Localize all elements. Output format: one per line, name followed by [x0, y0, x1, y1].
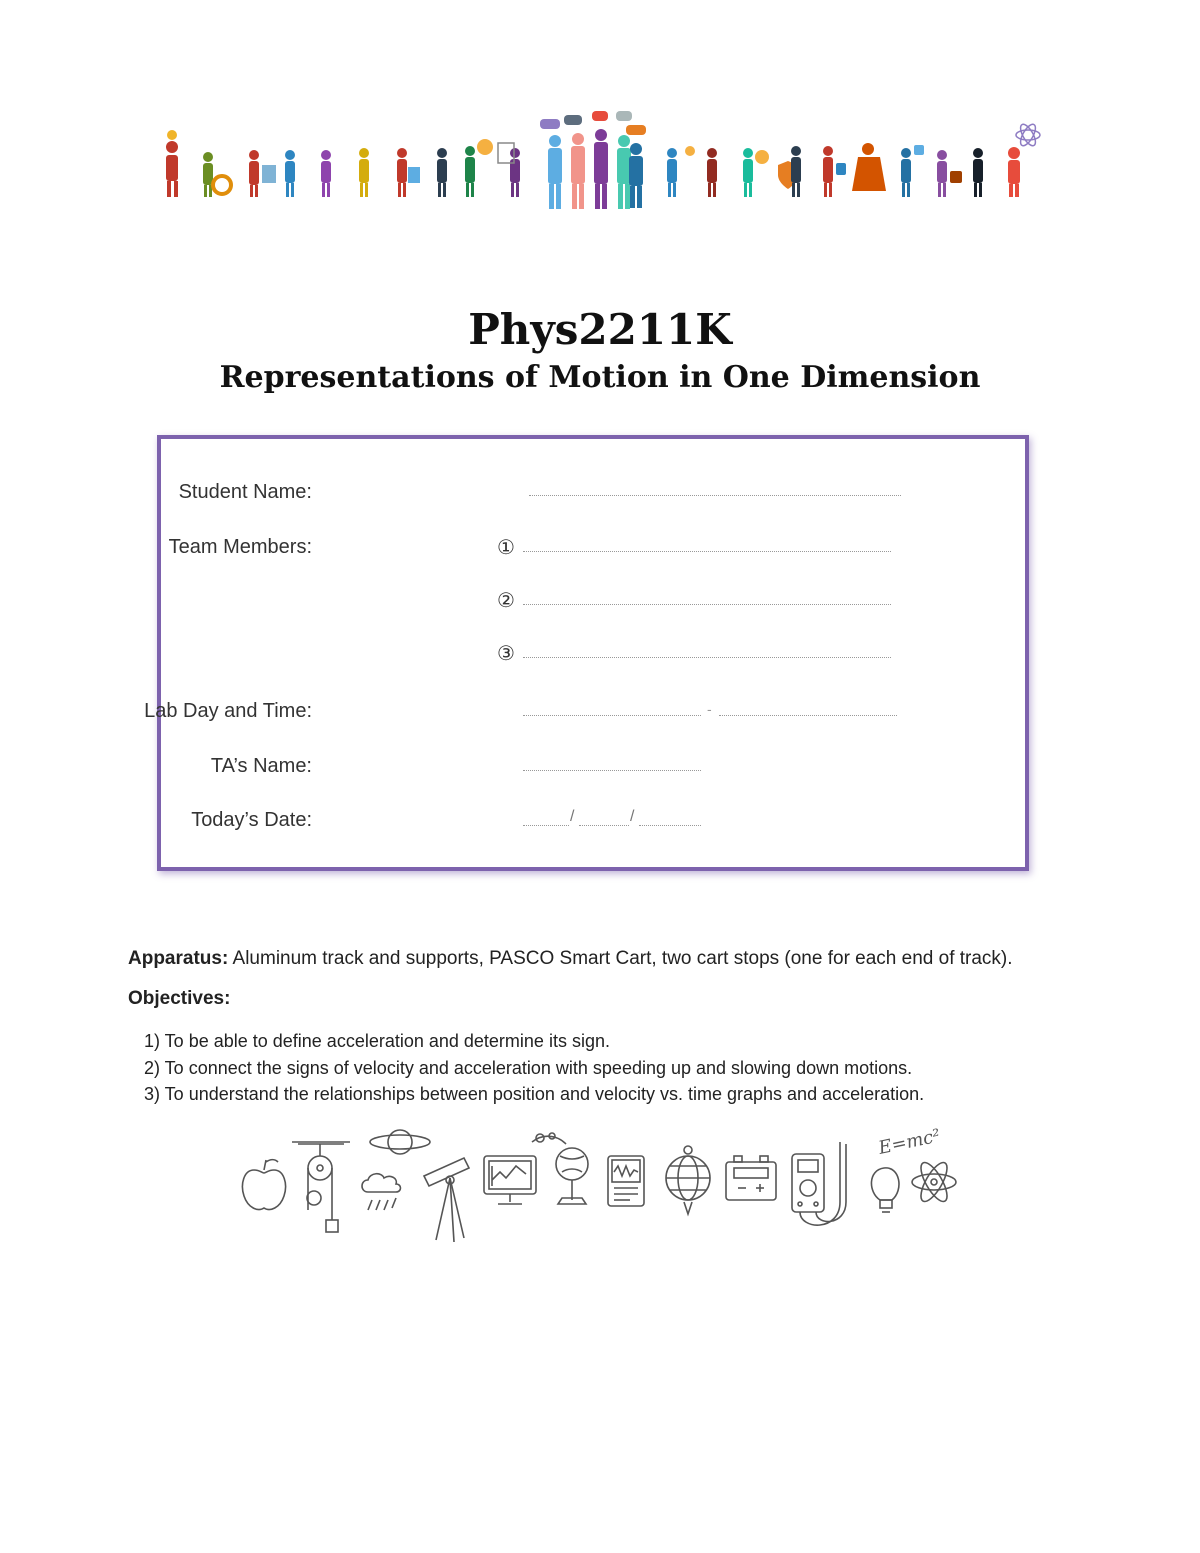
todays-date-label: Today’s Date:: [191, 809, 312, 831]
atom-icon: [912, 1159, 956, 1205]
date-separator-2: /: [630, 808, 635, 825]
team-members-label: Team Members:: [168, 536, 312, 558]
lab-day-field[interactable]: [523, 715, 701, 716]
student-name-field[interactable]: [529, 495, 901, 496]
model-stand-icon: [532, 1133, 588, 1204]
apparatus-paragraph: [128, 948, 1128, 970]
planet-icon: [370, 1130, 430, 1154]
objective-item: 2) To connect the signs of velocity and acceleration with speeding up and slowing down motions.: [144, 1057, 913, 1078]
document-subtitle: Representations of Motion in One Dimension: [219, 360, 981, 395]
student-info-form: [144, 435, 1029, 871]
date-month-field[interactable]: [523, 825, 569, 826]
objective-item: 3) To understand the relationships between position and velocity vs. time graphs and acceleration.: [144, 1084, 925, 1104]
monitor-graph-icon: [484, 1156, 536, 1204]
member-marker-3: ③: [497, 643, 515, 665]
team-member-3-field[interactable]: [523, 657, 891, 658]
member-marker-2: ②: [497, 590, 515, 612]
equation-text: E=mc²: [876, 1125, 943, 1159]
telescope-icon: [424, 1158, 469, 1242]
apparatus-label: Apparatus:: [128, 948, 229, 969]
oscilloscope-icon: [608, 1156, 644, 1206]
objective-item: 1) To be able to define acceleration and determine its sign.: [144, 1031, 610, 1051]
time-separator: -: [707, 701, 712, 717]
objectives-heading: Objectives:: [128, 988, 231, 1009]
light-bulb-icon: [871, 1168, 899, 1212]
physics-sketch-illustration: [240, 1120, 970, 1250]
ta-name-field[interactable]: [523, 770, 701, 771]
team-member-2-field[interactable]: [523, 604, 891, 605]
date-day-field[interactable]: [579, 825, 629, 826]
rain-cloud-icon: [362, 1174, 401, 1210]
ta-name-label: TA’s Name:: [210, 755, 312, 777]
apple-icon: [242, 1160, 285, 1210]
date-separator-1: /: [570, 808, 575, 825]
battery-icon: [726, 1156, 776, 1200]
lab-day-time-label: Lab Day and Time:: [144, 700, 312, 722]
person-figure-group: [166, 111, 1040, 209]
student-name-label: Student Name:: [178, 481, 312, 503]
course-code-title: Phys2211K: [468, 305, 732, 354]
date-year-field[interactable]: [639, 825, 701, 826]
objectives-list: [144, 1028, 924, 1108]
globe-icon: [666, 1146, 710, 1214]
pulley-icon: [292, 1142, 350, 1232]
multimeter-icon: [792, 1142, 846, 1225]
lab-time-field[interactable]: [719, 715, 897, 716]
team-member-1-field[interactable]: [523, 551, 891, 552]
member-marker-1: ①: [497, 537, 515, 559]
apparatus-text: Aluminum track and supports, PASCO Smart Cart, two cart stops (one for each end of track).: [228, 948, 1013, 969]
people-banner-illustration: [150, 105, 1050, 220]
